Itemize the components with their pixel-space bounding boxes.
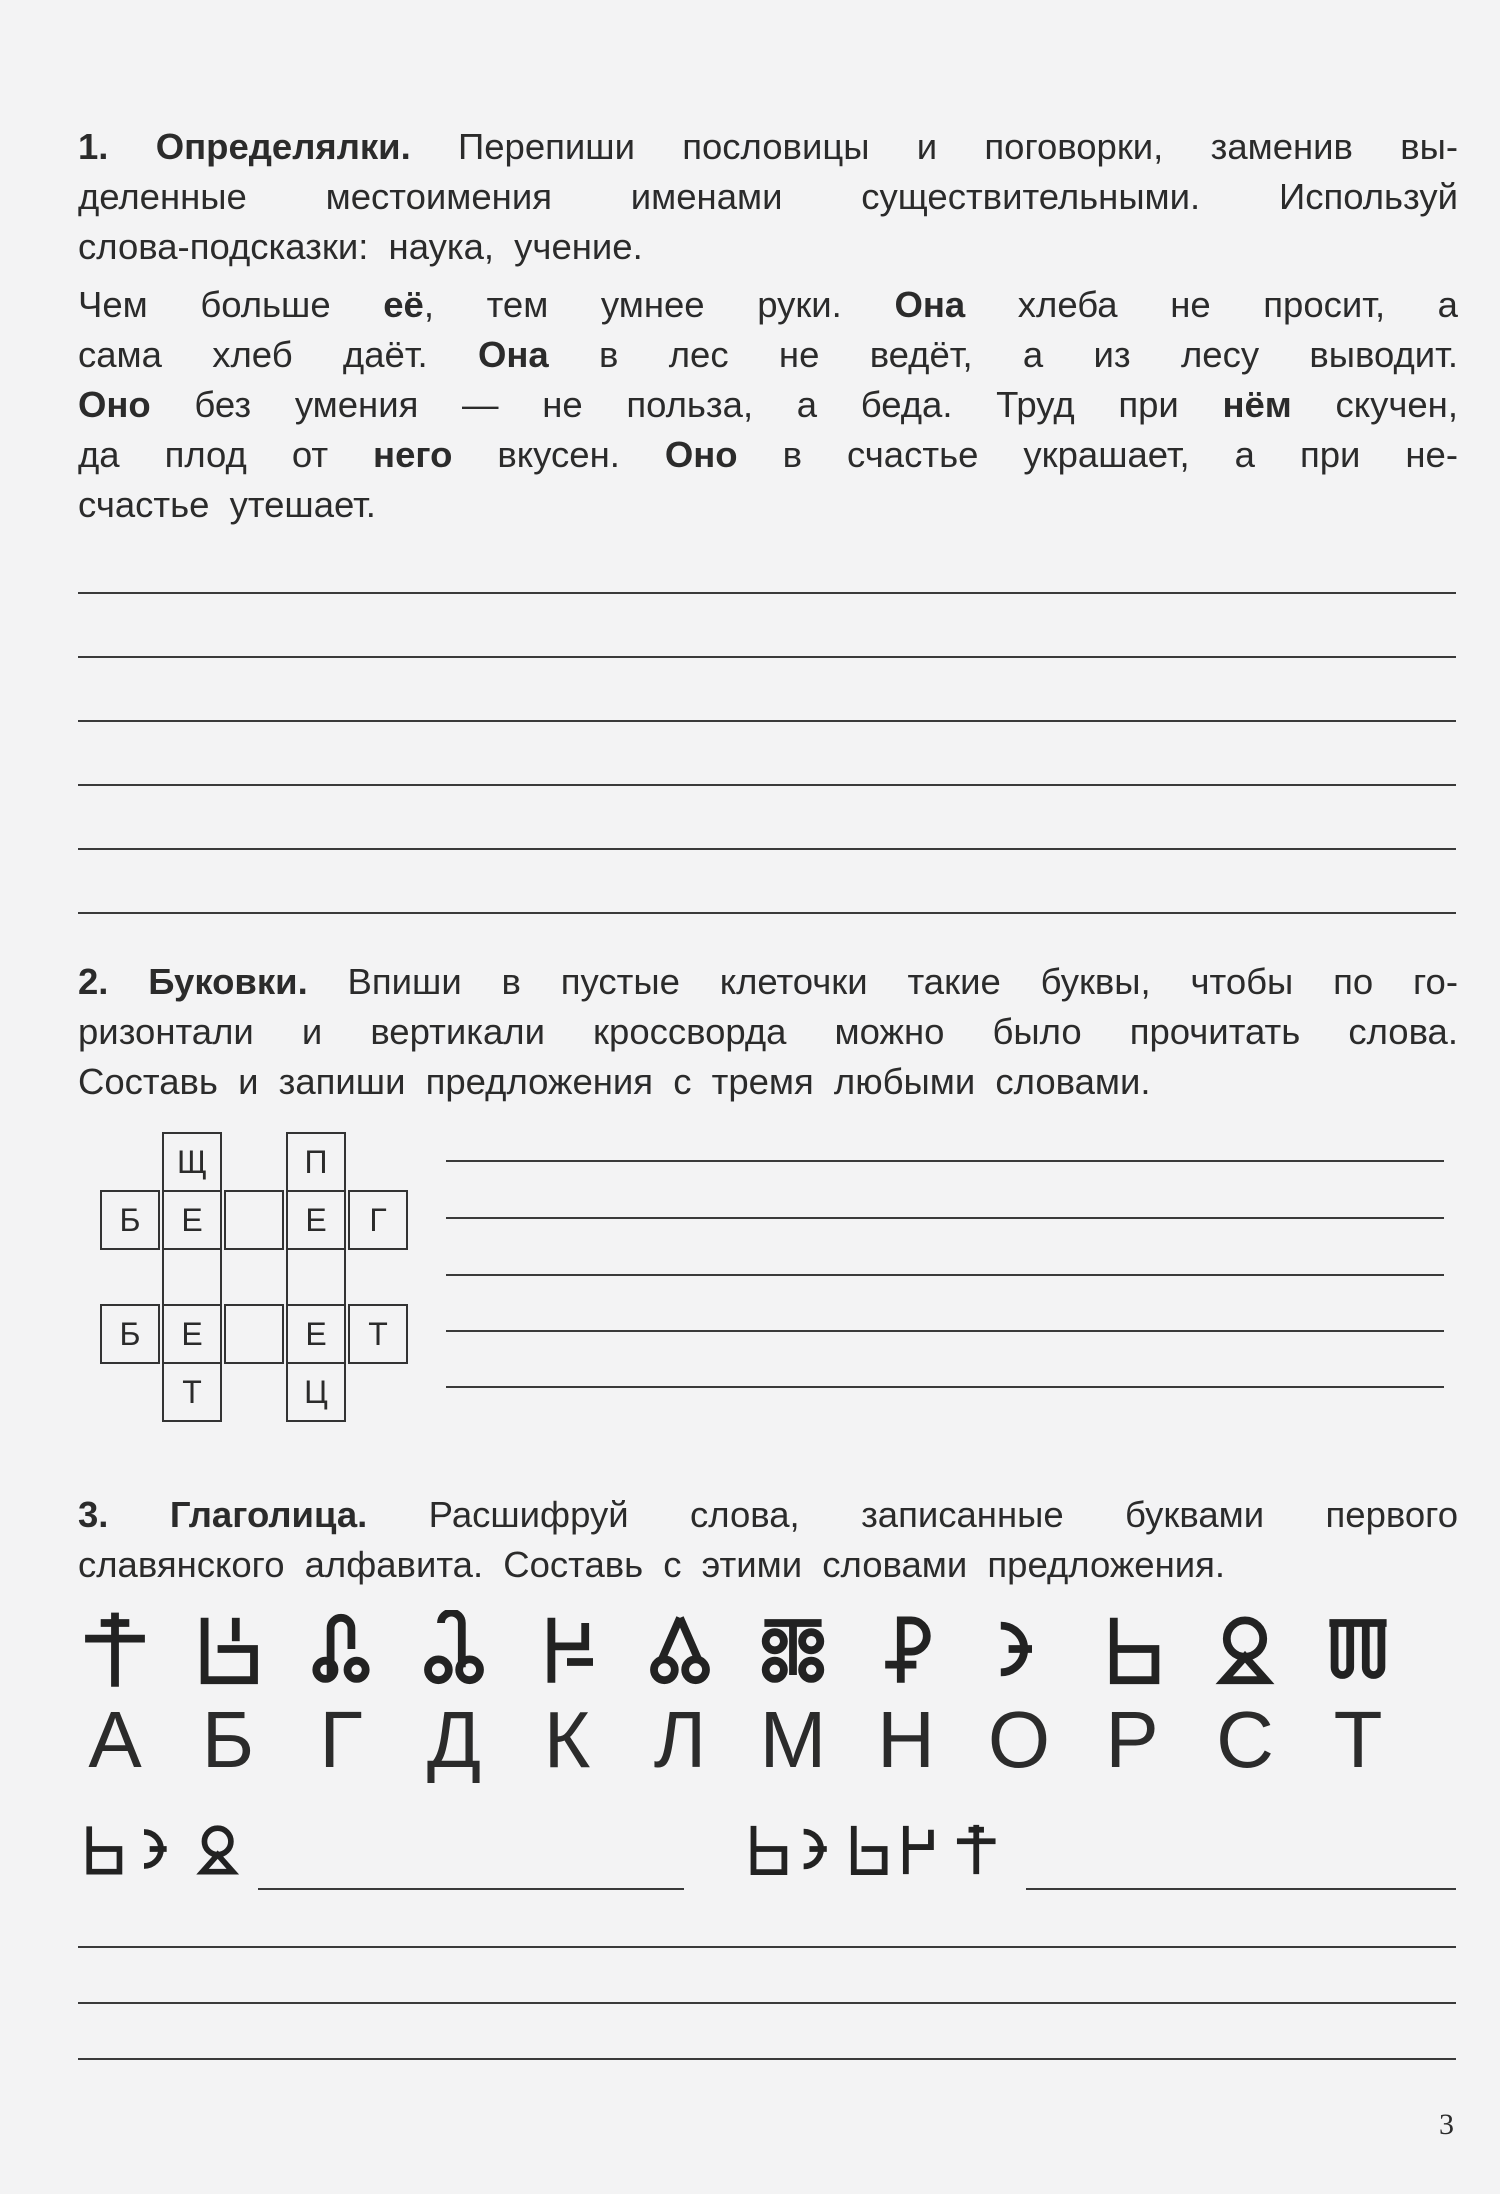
answer-line[interactable] <box>78 848 1456 850</box>
glagolitic-nash-icon <box>861 1610 951 1688</box>
encoded-word-1-icon <box>76 1818 246 1880</box>
letter: Г <box>319 1695 363 1784</box>
crossword-cell: Т <box>348 1304 408 1364</box>
glagolitic-slovo-icon <box>1200 1610 1290 1688</box>
letter: Д <box>426 1695 482 1784</box>
glagolitic-dobro-icon <box>409 1610 499 1688</box>
letter: Н <box>877 1695 935 1784</box>
crossword-cell: Б <box>100 1304 160 1364</box>
task1-proverbs: Чем больше её, тем умнее руки. Она хлеба не просит, а сама хлеб даёт. Она в лес не ведёт, а из лесу выводит. Оно без умения — не польза, а беда. Труд при нём скучен, да плод от него вкусен. Оно в счастье украшает, а при не- счастье утешает. <box>78 284 1458 525</box>
letter: С <box>1216 1695 1274 1784</box>
task3-title: Глаголица. <box>169 1494 368 1535</box>
crossword-cell: Б <box>100 1190 160 1250</box>
task2-title: Буковки. <box>148 961 308 1002</box>
crossword-cell: Е <box>162 1304 222 1364</box>
answer-line[interactable] <box>78 912 1456 914</box>
letter: А <box>88 1695 142 1784</box>
letter: М <box>759 1695 827 1784</box>
answer-line[interactable] <box>446 1160 1444 1162</box>
glagolitic-glagoli-icon <box>296 1610 386 1688</box>
glagolitic-myslete-icon <box>748 1610 838 1688</box>
answer-line[interactable] <box>78 656 1456 658</box>
task1-title: Определялки. <box>155 126 411 167</box>
crossword-empty-cell[interactable] <box>162 1248 222 1306</box>
crossword-empty-cell[interactable] <box>286 1248 346 1306</box>
crossword-cell: Ц <box>286 1362 346 1422</box>
answer-line[interactable] <box>446 1386 1444 1388</box>
answer-line[interactable] <box>1026 1888 1456 1890</box>
answer-line[interactable] <box>78 1946 1456 1948</box>
crossword-cell: Е <box>286 1304 346 1364</box>
letter: О <box>987 1695 1051 1784</box>
letter: Б <box>201 1695 255 1784</box>
crossword-cell: П <box>286 1132 346 1192</box>
answer-line[interactable] <box>78 2058 1456 2060</box>
answer-line[interactable] <box>446 1274 1444 1276</box>
task1-instruction: 1. Определялки. Перепиши пословицы и поговорки, заменив вы- деленные местоимения именами существительными. Используй слова-подсказки: наука, учение. <box>78 126 1458 267</box>
answer-line[interactable] <box>446 1217 1444 1219</box>
answer-line[interactable] <box>258 1888 684 1890</box>
task3-instruction: 3. Глаголица. Расшифруй слова, записанные буквами первого славянского алфавита. Составь с этими словами предложения. <box>78 1494 1458 1585</box>
crossword-cell: Е <box>162 1190 222 1250</box>
glagolitic-az-icon <box>70 1610 160 1688</box>
letter: Т <box>1333 1695 1383 1784</box>
crossword-cell: Т <box>162 1362 222 1422</box>
letter: Р <box>1105 1695 1159 1784</box>
glagolitic-on-icon <box>974 1610 1064 1688</box>
task1-number: 1. <box>78 126 109 167</box>
crossword-cell: Г <box>348 1190 408 1250</box>
answer-line[interactable] <box>78 592 1456 594</box>
glagolitic-rtsy-icon <box>1087 1610 1177 1688</box>
crossword-empty-cell[interactable] <box>224 1190 284 1250</box>
glagolitic-lyudi-icon <box>635 1610 725 1688</box>
letter: Л <box>653 1695 707 1784</box>
answer-line[interactable] <box>78 784 1456 786</box>
task2-number: 2. <box>78 961 109 1002</box>
crossword-empty-cell[interactable] <box>224 1304 284 1364</box>
task3-number: 3. <box>78 1494 109 1535</box>
crossword-cell: Е <box>286 1190 346 1250</box>
encoded-word-2-icon <box>740 1818 1010 1880</box>
letter: К <box>543 1695 591 1784</box>
glagolitic-tverdo-icon <box>1313 1610 1403 1688</box>
glagolitic-buki-icon <box>183 1610 273 1688</box>
answer-line[interactable] <box>78 720 1456 722</box>
answer-line[interactable] <box>446 1330 1444 1332</box>
crossword-cell: Щ <box>162 1132 222 1192</box>
page-number: 3 <box>1439 2108 1454 2141</box>
answer-line[interactable] <box>78 2002 1456 2004</box>
task2-instruction: 2. Буковки. Впиши в пустые клеточки такие буквы, чтобы по го- ризонтали и вертикали кроссворда можно было прочитать слова. Составь и запиши предложения с тремя любыми словами. <box>78 961 1458 1102</box>
glagolitic-kako-icon <box>522 1610 612 1688</box>
